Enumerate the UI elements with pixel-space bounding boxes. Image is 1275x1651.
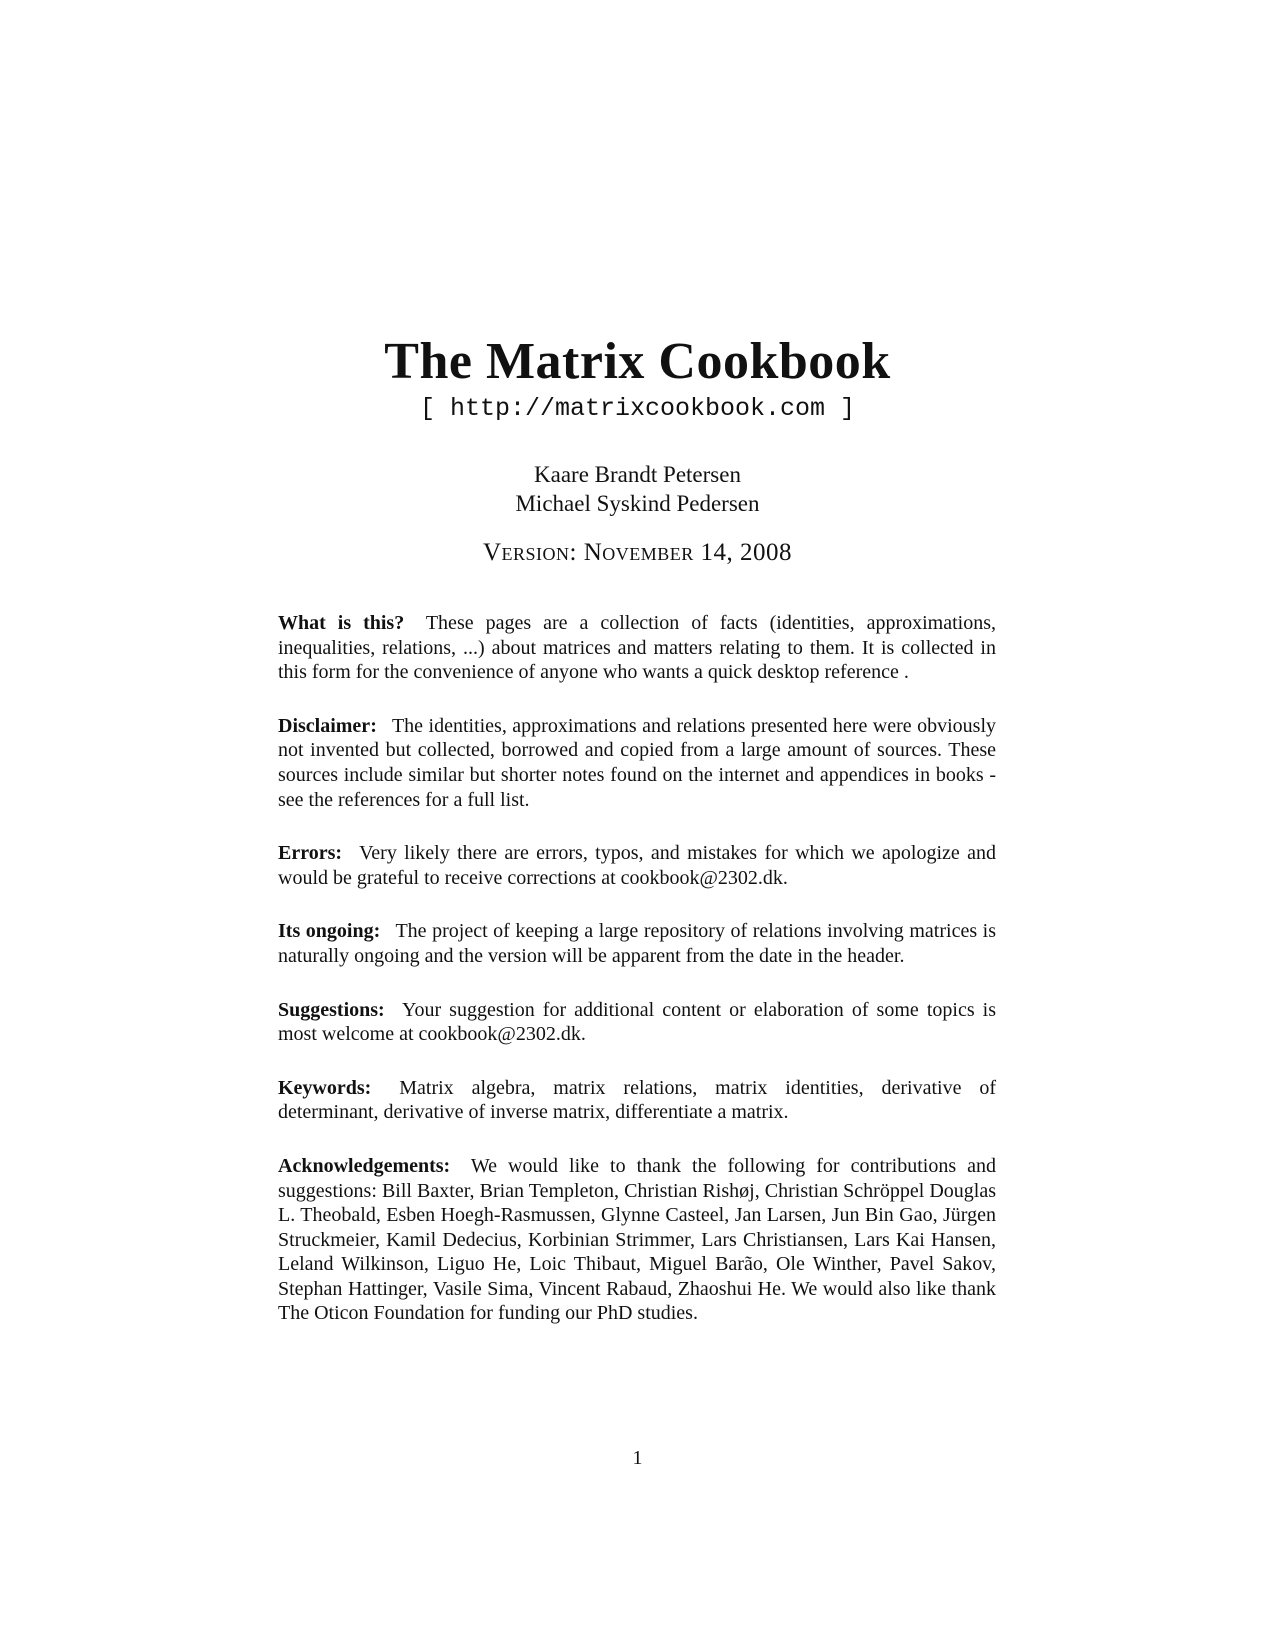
section-heading: Errors: xyxy=(278,842,343,865)
section-heading: Acknowledgements: xyxy=(278,1154,451,1177)
section-text: Matrix algebra, matrix relations, matrix identities, derivative of determinant, derivative of inverse matrix, differentiate a matrix. xyxy=(278,1076,996,1124)
document-url: [ http://matrixcookbook.com ] xyxy=(419,394,856,423)
page-number: 1 xyxy=(632,1447,643,1469)
section-text: These pages are a collection of facts (identities, approximations, inequalities, relations, ...) about matrices and matters relating to them. It is collected in this form for the convenience of anyone who wants a quick desktop reference . xyxy=(278,612,996,684)
section-heading: Suggestions: xyxy=(278,998,385,1021)
author-list xyxy=(0,460,1275,518)
section-text: Your suggestion for additional content or elaboration of some topics is most welcome at cookbook@2302.dk. xyxy=(278,998,996,1046)
section-heading: Keywords: xyxy=(278,1076,372,1099)
section-text: We would like to thank the following for contributions and suggestions: Bill Baxter, Brian Templeton, Christian Rishøj, Christian Schröppel Douglas L. Theobald, Esben Hoegh-Rasmussen, Glynne Casteel, Jan Larsen, Jun Bin Gao, Jürgen Struckmeier, Kamil Dedecius, Korbinian Strimmer, Lars Christiansen, Lars Kai Hansen, Leland Wilkinson, Liguo He, Loic Thibaut, Miguel Barão, Ole Winther, Pavel Sakov, Stephan Hattinger, Vasile Sima, Vincent Rabaud, Zhaoshui He. We would also like thank The Oticon Foundation for funding our PhD studies. xyxy=(278,1154,997,1325)
section-text: The identities, approximations and relations presented here were obviously not invented but collected, borrowed and copied from a large amount of sources. These sources include similar but shorter notes found on the internet and appendices in books - see the references for a full list. xyxy=(278,714,997,811)
section-heading: What is this? xyxy=(278,612,405,634)
section-text: The project of keeping a large repository of relations involving matrices is naturally ongoing and the version will be apparent from the date in the header. xyxy=(278,920,997,967)
section-heading: Disclaimer: xyxy=(278,714,377,737)
document-body xyxy=(278,611,996,1355)
section-errors xyxy=(278,841,996,890)
section-ongoing xyxy=(278,919,996,968)
section-text: Very likely there are errors, typos, and mistakes for which we apologize and would be grateful to receive corrections at cookbook@2302.dk. xyxy=(278,842,996,889)
section-suggestions xyxy=(278,998,996,1047)
section-heading: Its ongoing: xyxy=(278,920,381,943)
document-version: Version: November 14, 2008 xyxy=(482,539,793,566)
author-name: Kaare Brandt Petersen xyxy=(534,462,741,487)
section-disclaimer xyxy=(278,714,996,812)
section-what-is-this xyxy=(278,611,996,685)
section-acknowledgements xyxy=(278,1154,996,1326)
document-title: The Matrix Cookbook xyxy=(384,333,891,390)
section-keywords xyxy=(278,1076,996,1125)
author-name: Michael Syskind Pedersen xyxy=(515,491,760,516)
